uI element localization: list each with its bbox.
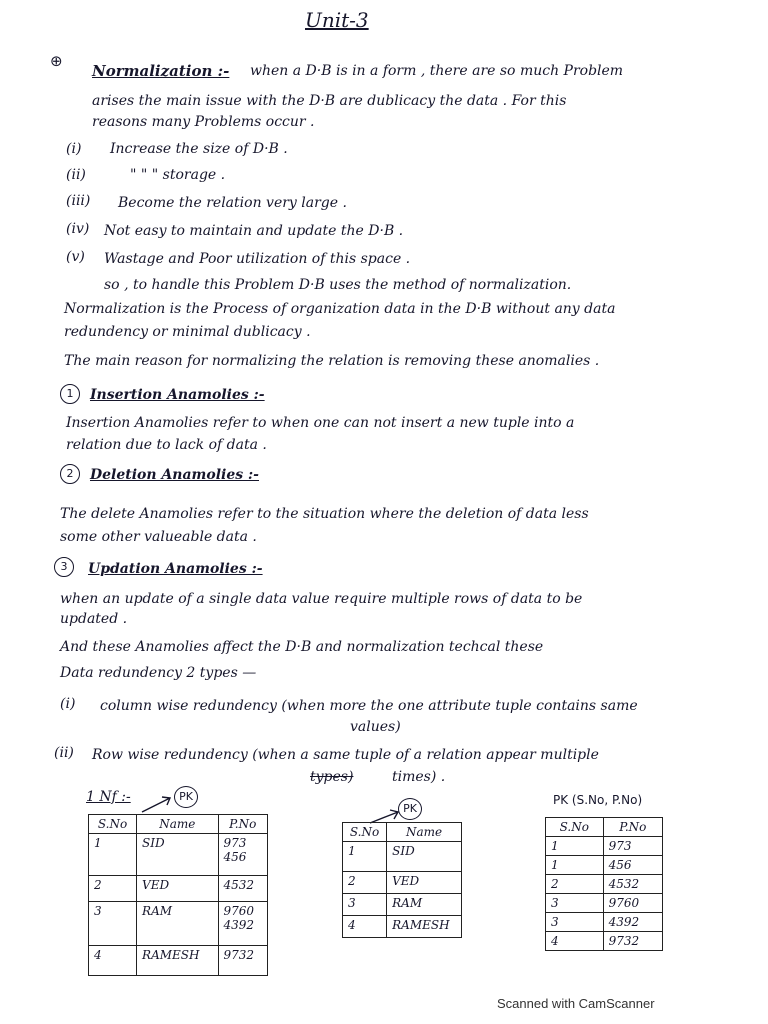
item-number: (ii) <box>66 167 86 183</box>
cell: 9732 <box>603 932 662 951</box>
definition-line-1: Normalization is the Process of organization data in the D·B without any data <box>64 301 616 317</box>
first-normal-form-label: 1 Nf :- <box>86 789 131 805</box>
scanner-watermark: Scanned with CamScanner <box>497 996 655 1011</box>
deletion-heading: Deletion Anamolies :- <box>90 467 259 483</box>
struck-word: types) <box>310 769 354 785</box>
cell: SID <box>137 834 218 876</box>
normalization-heading: Normalization :- <box>92 62 230 80</box>
page-title: Unit-3 <box>305 8 369 32</box>
section-number-3: 3 <box>54 557 74 577</box>
table-row <box>343 872 462 894</box>
cell: VED <box>137 876 218 902</box>
item-text: " " " storage . <box>130 167 226 183</box>
insertion-line-2: relation due to lack of data . <box>66 437 267 453</box>
type-ii-continuation: times) . <box>392 769 446 785</box>
type-ii-number: (ii) <box>54 745 74 761</box>
column-header: S.No <box>343 823 387 842</box>
item-number: (i) <box>66 141 82 157</box>
normalization-line-1: when a D·B is in a form , there are so much Problem <box>250 63 624 79</box>
item-number: (iv) <box>66 221 90 237</box>
cell: 973 <box>603 837 662 856</box>
composite-key-label: PK (S.No, P.No) <box>553 793 643 807</box>
cell: 9760 <box>603 894 662 913</box>
updation-line-1: when an update of a single data value require multiple rows of data to be <box>60 591 583 607</box>
cell: 3 <box>546 894 604 913</box>
normalization-line-3: reasons many Problems occur . <box>92 114 315 130</box>
cell: 2 <box>89 876 137 902</box>
table-row <box>546 875 663 894</box>
cell: 4532 <box>218 876 267 902</box>
cell: RAMESH <box>137 946 218 976</box>
normalization-line-2: arises the main issue with the D·B are dublicacy the data . For this <box>92 93 567 109</box>
cell: 3 <box>343 894 387 916</box>
primary-key-marker: PK <box>174 786 198 808</box>
item-text: Increase the size of D·B . <box>110 141 288 157</box>
cell: RAM <box>137 902 218 946</box>
item-text: Not easy to maintain and update the D·B . <box>104 223 404 239</box>
cell: 3 <box>89 902 137 946</box>
cell: 1 <box>546 856 604 875</box>
table-row <box>343 842 462 872</box>
cell: RAMESH <box>387 916 462 938</box>
table-row <box>343 916 462 938</box>
cell: 1 <box>343 842 387 872</box>
cell: 973 456 <box>218 834 267 876</box>
table-row <box>546 894 663 913</box>
table-row <box>343 894 462 916</box>
table-1nf <box>88 814 268 976</box>
type-i-number: (i) <box>60 696 76 712</box>
item-number: (iii) <box>66 193 91 209</box>
redundency-types-line: Data redundency 2 types — <box>60 665 257 681</box>
column-header: P.No <box>218 815 267 834</box>
section-number-1: 1 <box>60 384 80 404</box>
column-header: Name <box>387 823 462 842</box>
cell: 4 <box>546 932 604 951</box>
cell: 3 <box>546 913 604 932</box>
item-text: Wastage and Poor utilization of this space . <box>104 251 411 267</box>
cell: SID <box>387 842 462 872</box>
table-row <box>89 902 268 946</box>
table-student-name <box>342 822 462 938</box>
so-line: so , to handle this Problem D·B uses the method of normalization. <box>104 277 572 293</box>
table-row <box>546 856 663 875</box>
type-i-continuation: values) <box>350 719 401 735</box>
definition-line-2: redundency or minimal dublicacy . <box>64 324 311 340</box>
table-row <box>546 913 663 932</box>
cell: 4532 <box>603 875 662 894</box>
section-number-2: 2 <box>60 464 80 484</box>
column-header: P.No <box>603 818 662 837</box>
cell: 4392 <box>603 913 662 932</box>
insertion-line-1: Insertion Anamolies refer to when one can not insert a new tuple into a <box>66 415 575 431</box>
cell: 456 <box>603 856 662 875</box>
table-row <box>89 946 268 976</box>
type-i-text: column wise redundency (when more the one attribute tuple contains same <box>100 698 638 714</box>
main-reason: The main reason for normalizing the relation is removing these anomalies . <box>64 353 600 369</box>
cell: RAM <box>387 894 462 916</box>
cell: 1 <box>89 834 137 876</box>
deletion-line-2: some other valueable data . <box>60 529 257 545</box>
hash-bullet-icon: ⊕ <box>50 52 63 70</box>
table-row <box>546 837 663 856</box>
cell: 9760 4392 <box>218 902 267 946</box>
item-text: Become the relation very large . <box>118 195 347 211</box>
insertion-heading: Insertion Anamolies :- <box>90 387 265 403</box>
updation-line-2: updated . <box>60 611 128 627</box>
column-header: S.No <box>546 818 604 837</box>
anomalies-affect-line: And these Anamolies affect the D·B and normalization techcal these <box>60 639 544 655</box>
cell: 9732 <box>218 946 267 976</box>
cell: 2 <box>343 872 387 894</box>
primary-key-marker: PK <box>398 798 422 820</box>
cell: 4 <box>89 946 137 976</box>
type-ii-text: Row wise redundency (when a same tuple of a relation appear multiple <box>92 747 599 763</box>
updation-heading: Updation Anamolies :- <box>88 561 263 577</box>
table-student-phone <box>545 817 663 951</box>
cell: 2 <box>546 875 604 894</box>
table-row <box>89 834 268 876</box>
cell: VED <box>387 872 462 894</box>
column-header: Name <box>137 815 218 834</box>
table-row <box>546 932 663 951</box>
item-number: (v) <box>66 249 85 265</box>
cell: 1 <box>546 837 604 856</box>
table-row <box>89 876 268 902</box>
cell: 4 <box>343 916 387 938</box>
column-header: S.No <box>89 815 137 834</box>
deletion-line-1: The delete Anamolies refer to the situation where the deletion of data less <box>60 506 589 522</box>
